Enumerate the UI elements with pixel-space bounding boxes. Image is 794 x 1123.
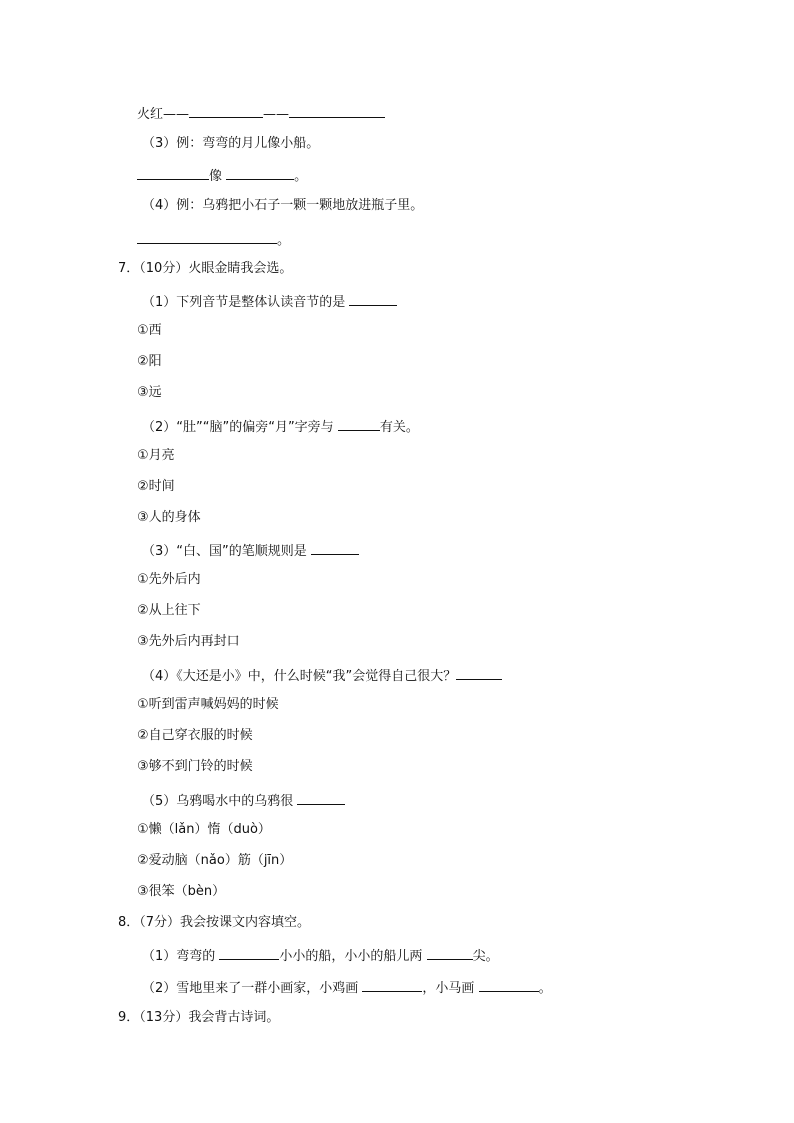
q7-4-option-1: ①听到雷声喊妈妈的时候 — [137, 697, 279, 712]
blank-q7-5[interactable] — [297, 790, 345, 805]
q7-2-option-2: ②时间 — [137, 479, 175, 494]
q7-5-option-3: ③很笨（bèn） — [137, 884, 226, 899]
example-4: （4）例：乌鸦把小石子一颗一颗地放进瓶子里。 — [142, 198, 424, 213]
q8-sub1: （1）弯弯的 小小的船，小小的船儿两 尖。 — [142, 945, 499, 966]
example-3: （3）例：弯弯的月儿像小船。 — [142, 136, 320, 151]
blank-q8-2b[interactable] — [479, 977, 539, 992]
q7-sub2: （2）“肚”“脑”的偏旁“月”字旁与 有关。 — [142, 416, 419, 437]
blank-q7-1[interactable] — [349, 291, 397, 306]
q8-sub2: （2）雪地里来了一群小画家，小鸡画 ，小马画 。 — [142, 977, 552, 998]
q7-2-option-1: ①月亮 — [137, 448, 175, 463]
q7-1-option-1: ①西 — [137, 323, 162, 338]
q7-5-option-1: ①懒（lǎn）惰（duò） — [137, 822, 271, 837]
blank-3[interactable] — [137, 165, 209, 180]
blank-2[interactable] — [289, 103, 385, 118]
q7-4-option-3: ③够不到门铃的时候 — [137, 759, 253, 774]
q7-3-option-1: ①先外后内 — [137, 572, 201, 587]
blank-1[interactable] — [189, 103, 263, 118]
blank-q8-2a[interactable] — [362, 977, 422, 992]
q7-1-option-2: ②阳 — [137, 354, 162, 369]
blank-q7-3[interactable] — [311, 540, 359, 555]
q7-1-option-3: ③远 — [137, 385, 162, 400]
q7-sub4: （4）《大还是小》中，什么时候“我”会觉得自己很大？ — [142, 665, 502, 686]
question-8-title: 8．（7分）我会按课文内容填空。 — [118, 915, 311, 930]
q7-3-option-2: ②从上往下 — [137, 603, 201, 618]
blank-q7-2[interactable] — [338, 416, 380, 431]
q7-sub1: （1）下列音节是整体认读音节的是 — [142, 291, 397, 312]
line-answer-4: 。 — [137, 229, 290, 250]
q7-sub5: （5）乌鸦喝水中的乌鸦很 — [142, 790, 345, 811]
q7-5-option-2: ②爱动脑（nǎo）筋（jīn） — [137, 853, 293, 868]
question-7-title: 7．（10分）火眼金睛我会选。 — [118, 261, 293, 276]
q7-4-option-2: ②自己穿衣服的时候 — [137, 728, 253, 743]
blank-q8-1a[interactable] — [219, 945, 279, 960]
q7-2-option-3: ③人的身体 — [137, 510, 201, 525]
question-9-title: 9．（13分）我会背古诗词。 — [118, 1010, 280, 1025]
blank-q8-1b[interactable] — [427, 945, 473, 960]
blank-q7-4[interactable] — [456, 665, 502, 680]
q7-sub3: （3）“白、国”的笔顺规则是 — [142, 540, 359, 561]
blank-5[interactable] — [137, 229, 277, 244]
line-xiang: 像 。 — [137, 165, 307, 186]
line-huohong: 火红—— —— — [137, 103, 385, 124]
q7-3-option-3: ③先外后内再封口 — [137, 634, 240, 649]
blank-4[interactable] — [226, 165, 294, 180]
